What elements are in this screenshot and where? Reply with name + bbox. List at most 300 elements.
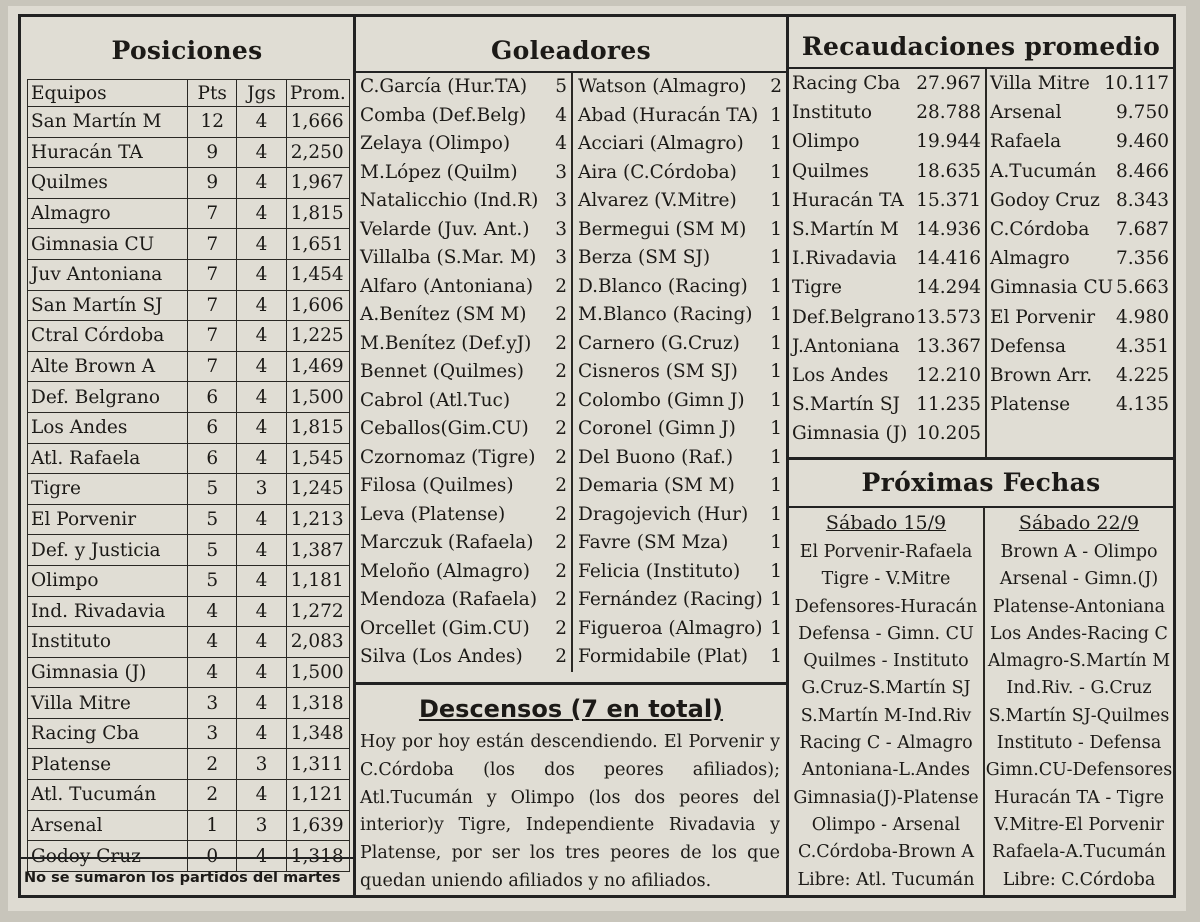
header-equipos: Equipos [28, 80, 188, 107]
scorer-name: Del Buono (Raf.) [578, 446, 734, 468]
match-item: Gimn.CU-Defensores [985, 760, 1173, 781]
scorer-name: Leva (Platense) [360, 503, 506, 525]
revenue-value: 8.466 [1116, 160, 1169, 182]
list-item [574, 643, 786, 672]
recaudaciones-title: Recaudaciones promedio [789, 27, 1173, 69]
average: 1,545 [286, 443, 349, 474]
scorer-name: D.Blanco (Racing) [578, 275, 748, 297]
list-item [987, 244, 1173, 273]
goal-count: 2 [555, 503, 567, 525]
games: 4 [237, 259, 286, 290]
team-name: S.Martín SJ [792, 394, 900, 416]
team-name: Los Andes [28, 412, 188, 443]
scorer-name: Meloño (Almagro) [360, 560, 530, 582]
team-name: Gimnasia (J) [792, 423, 908, 445]
posiciones-note: No se sumaron los partidos del martes [21, 857, 353, 897]
goleadores-list-left [356, 73, 573, 672]
goal-count: 1 [770, 275, 782, 297]
match-item: Quilmes - Instituto [803, 651, 969, 672]
list-item [789, 157, 985, 186]
points: 5 [188, 535, 237, 566]
descensos-title: Descensos (7 en total) [418, 695, 724, 723]
newspaper-page [8, 6, 1186, 911]
revenue-value: 14.294 [916, 277, 981, 299]
average: 1,213 [286, 504, 349, 535]
average: 1,245 [286, 474, 349, 505]
match-item: El Porvenir-Rafaela [799, 542, 973, 562]
team-name: Gimnasia CU [990, 277, 1114, 299]
team-name: Racing Cba [792, 73, 901, 94]
scorer-name: Cabrol (Atl.Tuc) [360, 389, 511, 411]
table-row [28, 259, 350, 290]
list-item [789, 332, 985, 361]
list-item [789, 127, 985, 156]
team-name: Def.Belgrano [792, 306, 916, 328]
team-name: Instituto [28, 627, 188, 658]
team-name: I.Rivadavia [792, 248, 897, 270]
table-row [28, 657, 350, 688]
list-item [574, 615, 786, 644]
scorer-name: A.Benítez (SM M) [360, 304, 527, 325]
scorer-name: Fernández (Racing) [578, 589, 763, 610]
team-name: Gimnasia CU [28, 229, 188, 260]
list-item [574, 130, 786, 159]
points: 7 [188, 259, 237, 290]
table-row [28, 321, 350, 352]
posiciones-header-row [28, 80, 350, 107]
average: 2,083 [286, 627, 349, 658]
list-item [356, 615, 571, 644]
table-row [28, 412, 350, 443]
revenue-value: 7.356 [1116, 248, 1169, 270]
average: 1,666 [286, 107, 349, 138]
revenue-value: 7.687 [1116, 218, 1169, 240]
points: 2 [188, 749, 237, 780]
list-item [574, 187, 786, 216]
list-item [574, 387, 786, 416]
scorer-name: Aira (C.Córdoba) [578, 161, 737, 183]
average: 1,348 [286, 718, 349, 749]
revenue-value: 13.573 [916, 306, 981, 328]
goal-count: 2 [555, 332, 567, 354]
list-item [987, 98, 1173, 127]
games: 4 [237, 321, 286, 352]
list-item [574, 501, 786, 530]
posiciones-table [27, 79, 350, 872]
team-name: Arsenal [28, 810, 188, 841]
table-row [28, 137, 350, 168]
goal-count: 1 [770, 161, 782, 183]
goal-count: 2 [555, 617, 567, 639]
average: 1,387 [286, 535, 349, 566]
points: 7 [188, 290, 237, 321]
revenue-value: 15.371 [916, 189, 981, 211]
goal-count: 3 [555, 190, 567, 211]
scorer-name: Filosa (Quilmes) [360, 475, 514, 496]
list-item [356, 558, 571, 587]
list-item [356, 387, 571, 416]
goal-count: 2 [555, 475, 567, 496]
list-item [574, 444, 786, 473]
scorer-name: Zelaya (Olimpo) [360, 133, 511, 154]
match-item: Defensores-Huracán [794, 596, 978, 617]
goal-count: 2 [555, 589, 567, 610]
list-item [574, 244, 786, 273]
match-item: Instituto - Defensa [996, 733, 1162, 754]
scorer-name: Natalicchio (Ind.R) [360, 190, 539, 211]
list-item [574, 529, 786, 558]
list-item [987, 69, 1173, 98]
match-item: Ind.Riv. - G.Cruz [1006, 678, 1152, 699]
match-item: S.Martín M-Ind.Riv [800, 705, 972, 726]
list-item [356, 415, 571, 444]
revenue-value: 10.117 [1104, 73, 1169, 94]
table-row [28, 351, 350, 382]
proximas-fechas-title: Próximas Fechas [789, 457, 1173, 508]
team-name: Instituto [792, 102, 872, 124]
table-row [28, 565, 350, 596]
list-item [356, 130, 571, 159]
match-item: Racing C - Almagro [799, 733, 973, 754]
recaudaciones-section [789, 17, 1173, 895]
scorer-name: Villalba (S.Mar. M) [360, 247, 537, 268]
games: 4 [237, 290, 286, 321]
team-name: Def. Belgrano [28, 382, 188, 413]
list-item [987, 273, 1173, 302]
scorer-name: Felicia (Instituto) [578, 560, 741, 582]
scorer-name: Bermegui (SM M) [578, 218, 747, 240]
revenue-value: 18.635 [916, 160, 981, 182]
posiciones-title: Posiciones [111, 36, 263, 65]
scorer-name: Formidabile (Plat) [578, 646, 748, 667]
list-item [356, 73, 571, 102]
team-name: Tigre [792, 277, 842, 299]
goal-count: 3 [555, 247, 567, 268]
revenue-value: 10.205 [916, 423, 981, 445]
revenue-value: 12.210 [916, 364, 981, 386]
average: 1,272 [286, 596, 349, 627]
games: 3 [237, 474, 286, 505]
list-item [356, 586, 571, 615]
header-prom: Prom. [286, 80, 349, 107]
table-row [28, 810, 350, 841]
list-item [574, 273, 786, 302]
average: 2,250 [286, 137, 349, 168]
list-item [574, 73, 786, 102]
table-row [28, 198, 350, 229]
posiciones-section [21, 17, 356, 895]
average: 1,815 [286, 198, 349, 229]
points: 5 [188, 474, 237, 505]
points: 7 [188, 351, 237, 382]
goal-count: 2 [555, 446, 567, 468]
list-item [987, 127, 1173, 156]
recaudaciones-list-left [789, 69, 987, 457]
team-name: Huracán TA [28, 137, 188, 168]
list-item [789, 215, 985, 244]
list-item [356, 529, 571, 558]
scorer-name: Silva (Los Andes) [360, 646, 523, 667]
scorer-name: Watson (Almagro) [578, 76, 747, 97]
fecha-15-9-matches [789, 539, 983, 894]
list-item [574, 472, 786, 501]
match-item: Almagro-S.Martín M [987, 651, 1171, 672]
list-item [789, 98, 985, 127]
list-item [987, 332, 1173, 361]
team-name: El Porvenir [990, 306, 1096, 328]
revenue-value: 27.967 [916, 73, 981, 94]
list-item [356, 330, 571, 359]
match-item: Defensa - Gimn. CU [798, 623, 974, 644]
goal-count: 1 [770, 218, 782, 240]
match-item: C.Córdoba-Brown A [797, 842, 975, 863]
team-name: Quilmes [28, 168, 188, 199]
match-item: Los Andes-Racing C [990, 623, 1168, 644]
scorer-name: M.López (Quilm) [360, 161, 518, 183]
scorer-name: Alvarez (V.Mitre) [578, 190, 737, 211]
list-item [574, 216, 786, 245]
team-name: S.Martín M [792, 218, 899, 240]
average: 1,606 [286, 290, 349, 321]
scorer-name: Demaria (SM M) [578, 475, 735, 496]
points: 6 [188, 382, 237, 413]
match-item: V.Mitre-El Porvenir [994, 814, 1164, 835]
average: 1,181 [286, 565, 349, 596]
team-name: Huracán TA [792, 189, 904, 211]
list-item [574, 358, 786, 387]
points: 3 [188, 688, 237, 719]
team-name: Ctral Córdoba [28, 321, 188, 352]
table-row [28, 382, 350, 413]
header-jgs: Jgs [237, 80, 286, 107]
list-item [789, 419, 985, 448]
fecha-22-9 [985, 507, 1173, 894]
games: 4 [237, 351, 286, 382]
average: 1,318 [286, 688, 349, 719]
match-item: Arsenal - Gimn.(J) [999, 569, 1159, 590]
average: 1,225 [286, 321, 349, 352]
scorer-name: Mendoza (Rafaela) [360, 589, 538, 610]
revenue-value: 4.980 [1116, 306, 1169, 328]
revenue-value: 19.944 [916, 131, 981, 153]
games: 4 [237, 168, 286, 199]
list-item [574, 330, 786, 359]
games: 4 [237, 596, 286, 627]
goal-count: 1 [770, 560, 782, 582]
goal-count: 4 [555, 133, 567, 154]
points: 6 [188, 443, 237, 474]
list-item [356, 102, 571, 131]
average: 1,639 [286, 810, 349, 841]
points: 4 [188, 627, 237, 658]
team-name: Tigre [28, 474, 188, 505]
games: 4 [237, 565, 286, 596]
match-item: Rafaela-A.Tucumán [992, 842, 1166, 863]
points: 7 [188, 321, 237, 352]
goal-count: 1 [770, 389, 782, 411]
team-name: Los Andes [792, 364, 889, 386]
match-item: Olimpo - Arsenal [811, 814, 961, 835]
scorer-name: M.Benítez (Def.yJ) [360, 332, 532, 354]
table-row [28, 474, 350, 505]
team-name: Defensa [990, 335, 1067, 357]
sports-stats-box [18, 14, 1176, 898]
descensos-text: Hoy por hoy están descendiendo. El Porvenir y C.Córdoba (los dos peores afiliados); Atl.Tucumán y Olimpo (los dos peores del interior)y Tigre, Independiente Rivadavia y Platense, por ser los tres peores de los que quedan uniendo afiliados y no afiliados. [360, 732, 780, 891]
goal-count: 1 [770, 190, 782, 211]
goal-count: 2 [555, 304, 567, 325]
table-row [28, 535, 350, 566]
average: 1,469 [286, 351, 349, 382]
team-name: Godoy Cruz [28, 841, 188, 872]
points: 1 [188, 810, 237, 841]
average: 1,500 [286, 657, 349, 688]
games: 4 [237, 198, 286, 229]
average: 1,121 [286, 780, 349, 811]
table-row [28, 780, 350, 811]
points: 7 [188, 198, 237, 229]
games: 4 [237, 780, 286, 811]
goal-count: 1 [770, 446, 782, 468]
list-item [356, 301, 571, 330]
average: 1,454 [286, 259, 349, 290]
scorer-name: Dragojevich (Hur) [578, 503, 749, 525]
games: 4 [237, 229, 286, 260]
descensos-box [356, 682, 786, 895]
revenue-value: 8.343 [1116, 189, 1169, 211]
table-row [28, 718, 350, 749]
goal-count: 1 [770, 104, 782, 126]
revenue-value: 9.750 [1116, 102, 1169, 124]
goleadores-list-right [574, 73, 786, 672]
games: 4 [237, 841, 286, 872]
list-item [789, 244, 985, 273]
average: 1,318 [286, 841, 349, 872]
goal-count: 2 [555, 418, 567, 439]
points: 5 [188, 504, 237, 535]
team-name: Brown Arr. [990, 364, 1093, 386]
team-name: Olimpo [792, 131, 860, 153]
list-item [356, 472, 571, 501]
match-item: Gimnasia(J)-Platense [793, 787, 979, 808]
scorer-name: Acciari (Almagro) [578, 133, 744, 154]
average: 1,651 [286, 229, 349, 260]
team-name: Olimpo [28, 565, 188, 596]
goal-count: 1 [770, 332, 782, 354]
table-row [28, 749, 350, 780]
scorer-name: Ceballos(Gim.CU) [360, 418, 529, 439]
match-item: S.Martín SJ-Quilmes [988, 705, 1170, 726]
scorer-name: Orcellet (Gim.CU) [360, 617, 530, 639]
average: 1,311 [286, 749, 349, 780]
list-item [574, 415, 786, 444]
points: 9 [188, 137, 237, 168]
list-item [789, 273, 985, 302]
list-item [987, 186, 1173, 215]
posiciones-body [28, 107, 350, 872]
average: 1,500 [286, 382, 349, 413]
scorer-name: Bennet (Quilmes) [360, 361, 524, 382]
scorer-name: Favre (SM Mza) [578, 532, 729, 553]
list-item [356, 187, 571, 216]
scorer-name: Cisneros (SM SJ) [578, 361, 738, 382]
fecha-22-9-label: Sábado 22/9 [1018, 512, 1140, 534]
points: 0 [188, 841, 237, 872]
list-item [356, 244, 571, 273]
table-row [28, 229, 350, 260]
goal-count: 1 [770, 503, 782, 525]
goal-count: 2 [555, 532, 567, 553]
goal-count: 1 [770, 133, 782, 154]
fecha-15-9 [789, 507, 985, 895]
header-pts: Pts [188, 80, 237, 107]
games: 4 [237, 657, 286, 688]
list-item [789, 361, 985, 390]
team-name: Almagro [28, 198, 188, 229]
team-name: Racing Cba [28, 718, 188, 749]
fecha-15-9-label: Sábado 15/9 [825, 512, 947, 534]
list-item [356, 159, 571, 188]
points: 4 [188, 657, 237, 688]
goal-count: 2 [555, 389, 567, 411]
team-name: Platense [28, 749, 188, 780]
list-item [789, 186, 985, 215]
list-item [789, 69, 985, 98]
goal-count: 1 [770, 247, 782, 268]
games: 4 [237, 718, 286, 749]
scorer-name: Marczuk (Rafaela) [360, 532, 534, 553]
team-name: Def. y Justicia [28, 535, 188, 566]
revenue-value: 13.367 [916, 335, 981, 357]
points: 12 [188, 107, 237, 138]
team-name: Arsenal [990, 102, 1062, 124]
match-item: Brown A - Olimpo [1000, 542, 1158, 562]
list-item [356, 501, 571, 530]
team-name: Atl. Tucumán [28, 780, 188, 811]
table-row [28, 107, 350, 138]
list-item [574, 159, 786, 188]
scorer-name: Figueroa (Almagro) [578, 617, 763, 639]
team-name: Quilmes [792, 160, 869, 182]
scorer-name: Alfaro (Antoniana) [360, 275, 534, 297]
team-name: San Martín SJ [28, 290, 188, 321]
table-row [28, 504, 350, 535]
team-name: A.Tucumán [990, 160, 1097, 182]
goal-count: 1 [770, 646, 782, 667]
scorer-name: Czornomaz (Tigre) [360, 446, 536, 468]
list-item [789, 390, 985, 419]
table-row [28, 627, 350, 658]
team-name: Villa Mitre [990, 73, 1090, 94]
list-item [987, 303, 1173, 332]
team-name: Juv Antoniana [28, 259, 188, 290]
revenue-value: 28.788 [916, 102, 981, 124]
goal-count: 1 [770, 304, 782, 325]
goal-count: 5 [555, 76, 567, 97]
goleadores-section [356, 17, 789, 895]
team-name: Godoy Cruz [990, 189, 1100, 211]
list-item [987, 157, 1173, 186]
scorer-name: Coronel (Gimn J) [578, 418, 736, 439]
list-item [789, 303, 985, 332]
average: 1,967 [286, 168, 349, 199]
list-item [356, 273, 571, 302]
scorer-name: Colombo (Gimn J) [578, 389, 745, 411]
points: 2 [188, 780, 237, 811]
team-name: Atl. Rafaela [28, 443, 188, 474]
goal-count: 2 [555, 646, 567, 667]
points: 4 [188, 596, 237, 627]
points: 7 [188, 229, 237, 260]
